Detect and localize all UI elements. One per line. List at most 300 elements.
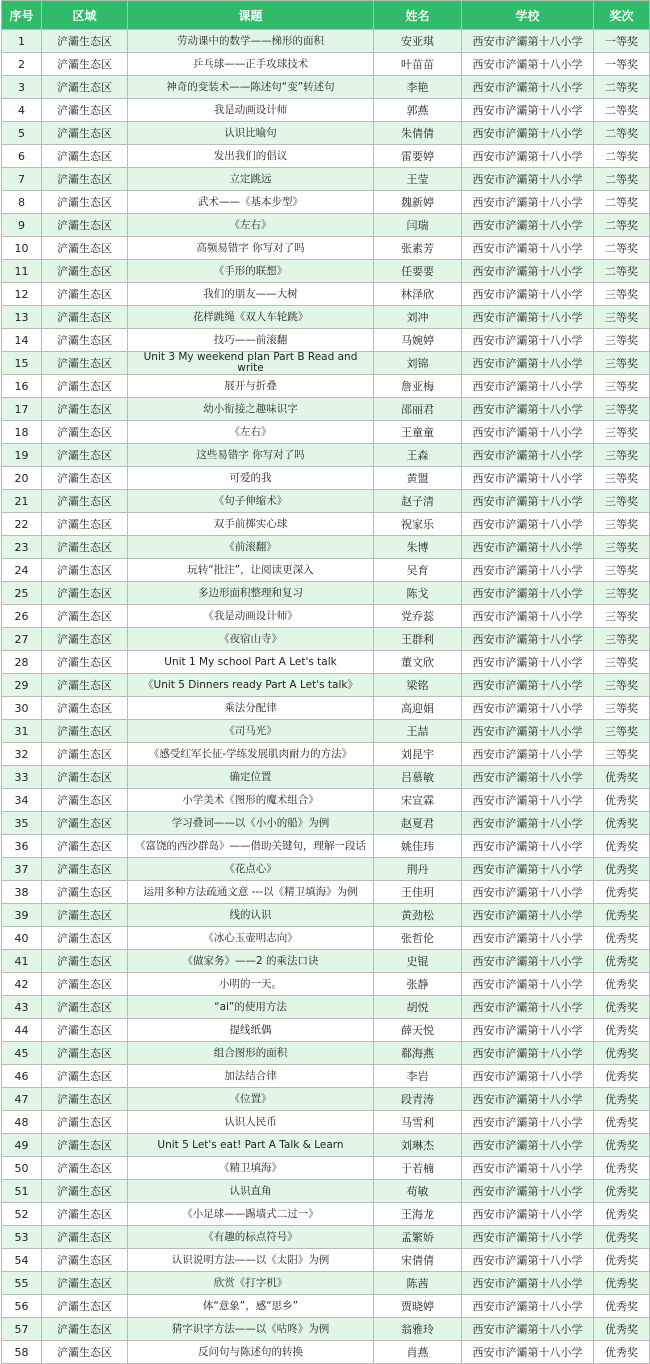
cell-topic: 武术——《基本步型》 — [128, 191, 374, 214]
cell-award: 三等奖 — [594, 536, 650, 559]
cell-school: 西安市浐灞第十八小学 — [462, 674, 594, 697]
table-row — [2, 697, 650, 720]
cell-school: 西安市浐灞第十八小学 — [462, 329, 594, 352]
cell-award: 优秀奖 — [594, 766, 650, 789]
table-row — [2, 743, 650, 766]
cell-topic: 加法结合律 — [128, 1065, 374, 1088]
cell-name: 吕慕敏 — [374, 766, 462, 789]
cell-topic: 《感受红军长征-学练发展肌肉耐力的方法》 — [128, 743, 374, 766]
cell-index: 20 — [2, 467, 42, 490]
cell-award: 优秀奖 — [594, 1180, 650, 1203]
cell-name: 朱博 — [374, 536, 462, 559]
cell-school: 西安市浐灞第十八小学 — [462, 996, 594, 1019]
cell-award: 三等奖 — [594, 628, 650, 651]
cell-name: 高迎娟 — [374, 697, 462, 720]
cell-name: 张素芳 — [374, 237, 462, 260]
cell-topic: 《夜宿山寺》 — [128, 628, 374, 651]
cell-name: 史锟 — [374, 950, 462, 973]
cell-school: 西安市浐灞第十八小学 — [462, 306, 594, 329]
cell-region: 浐灞生态区 — [42, 1249, 128, 1272]
cell-topic: 欣赏《打字机》 — [128, 1272, 374, 1295]
cell-index: 52 — [2, 1203, 42, 1226]
cell-award: 三等奖 — [594, 352, 650, 375]
cell-index: 56 — [2, 1295, 42, 1318]
table-row — [2, 835, 650, 858]
table-row — [2, 720, 650, 743]
cell-name: 李艳 — [374, 76, 462, 99]
cell-topic: 玩转“批注”，让阅读更深入 — [128, 559, 374, 582]
cell-name: 赵子清 — [374, 490, 462, 513]
table-row — [2, 1111, 650, 1134]
cell-award: 三等奖 — [594, 697, 650, 720]
cell-topic: 这些易错字 你写对了吗 — [128, 444, 374, 467]
cell-region: 浐灞生态区 — [42, 329, 128, 352]
cell-region: 浐灞生态区 — [42, 766, 128, 789]
cell-school: 西安市浐灞第十八小学 — [462, 973, 594, 996]
cell-award: 优秀奖 — [594, 950, 650, 973]
cell-index: 40 — [2, 927, 42, 950]
table-row — [2, 283, 650, 306]
table-row — [2, 1226, 650, 1249]
table-row — [2, 1042, 650, 1065]
cell-index: 14 — [2, 329, 42, 352]
cell-name: 刘昆宇 — [374, 743, 462, 766]
table-row — [2, 260, 650, 283]
table-body — [2, 30, 650, 1364]
cell-topic: 多边形面积整理和复习 — [128, 582, 374, 605]
cell-index: 16 — [2, 375, 42, 398]
cell-school: 西安市浐灞第十八小学 — [462, 950, 594, 973]
cell-region: 浐灞生态区 — [42, 30, 128, 53]
table-header — [2, 1, 650, 30]
cell-index: 38 — [2, 881, 42, 904]
cell-region: 浐灞生态区 — [42, 973, 128, 996]
cell-topic: 组合图形的面积 — [128, 1042, 374, 1065]
cell-region: 浐灞生态区 — [42, 1134, 128, 1157]
cell-region: 浐灞生态区 — [42, 53, 128, 76]
table-row — [2, 1065, 650, 1088]
header-topic: 课题 — [128, 1, 374, 30]
cell-award: 三等奖 — [594, 720, 650, 743]
cell-award: 一等奖 — [594, 30, 650, 53]
cell-award: 优秀奖 — [594, 1318, 650, 1341]
table-row — [2, 1203, 650, 1226]
cell-name: 梁铭 — [374, 674, 462, 697]
cell-region: 浐灞生态区 — [42, 835, 128, 858]
cell-name: 翁雅玲 — [374, 1318, 462, 1341]
cell-index: 43 — [2, 996, 42, 1019]
cell-name: 王群利 — [374, 628, 462, 651]
cell-topic: 小明的一天。 — [128, 973, 374, 996]
cell-index: 27 — [2, 628, 42, 651]
cell-index: 31 — [2, 720, 42, 743]
cell-region: 浐灞生态区 — [42, 214, 128, 237]
cell-name: 王喆 — [374, 720, 462, 743]
cell-index: 47 — [2, 1088, 42, 1111]
cell-name: 吴育 — [374, 559, 462, 582]
cell-topic: 劳动课中的数学——梯形的面积 — [128, 30, 374, 53]
table-row — [2, 513, 650, 536]
cell-school: 西安市浐灞第十八小学 — [462, 99, 594, 122]
cell-award: 二等奖 — [594, 99, 650, 122]
cell-name: 张哲伦 — [374, 927, 462, 950]
table-row — [2, 122, 650, 145]
cell-topic: 高频易错字 你写对了吗 — [128, 237, 374, 260]
table-row — [2, 1134, 650, 1157]
cell-name: 苟敏 — [374, 1180, 462, 1203]
cell-topic: 《句子伸缩术》 — [128, 490, 374, 513]
cell-index: 50 — [2, 1157, 42, 1180]
cell-name: 郭燕 — [374, 99, 462, 122]
cell-school: 西安市浐灞第十八小学 — [462, 1249, 594, 1272]
cell-school: 西安市浐灞第十八小学 — [462, 1203, 594, 1226]
cell-award: 优秀奖 — [594, 1065, 650, 1088]
cell-name: 姚佳玮 — [374, 835, 462, 858]
cell-region: 浐灞生态区 — [42, 674, 128, 697]
cell-index: 26 — [2, 605, 42, 628]
cell-name: 胡悦 — [374, 996, 462, 1019]
cell-name: 王森 — [374, 444, 462, 467]
cell-index: 53 — [2, 1226, 42, 1249]
cell-region: 浐灞生态区 — [42, 375, 128, 398]
cell-award: 优秀奖 — [594, 1295, 650, 1318]
cell-index: 21 — [2, 490, 42, 513]
cell-name: 王海龙 — [374, 1203, 462, 1226]
cell-name: 党乔蕊 — [374, 605, 462, 628]
cell-name: 朱倩倩 — [374, 122, 462, 145]
cell-school: 西安市浐灞第十八小学 — [462, 559, 594, 582]
cell-award: 优秀奖 — [594, 858, 650, 881]
cell-region: 浐灞生态区 — [42, 1203, 128, 1226]
table-row — [2, 559, 650, 582]
cell-region: 浐灞生态区 — [42, 812, 128, 835]
cell-name: 董文欣 — [374, 651, 462, 674]
cell-index: 8 — [2, 191, 42, 214]
cell-index: 48 — [2, 1111, 42, 1134]
cell-topic: 《司马光》 — [128, 720, 374, 743]
cell-index: 2 — [2, 53, 42, 76]
cell-award: 三等奖 — [594, 651, 650, 674]
cell-name: 段青涛 — [374, 1088, 462, 1111]
table-row — [2, 881, 650, 904]
cell-region: 浐灞生态区 — [42, 605, 128, 628]
cell-index: 13 — [2, 306, 42, 329]
cell-region: 浐灞生态区 — [42, 513, 128, 536]
cell-topic: 《冰心玉壶明志向》 — [128, 927, 374, 950]
cell-school: 西安市浐灞第十八小学 — [462, 1042, 594, 1065]
table-row — [2, 398, 650, 421]
cell-topic: 《左右》 — [128, 421, 374, 444]
cell-region: 浐灞生态区 — [42, 168, 128, 191]
cell-name: 郗海燕 — [374, 1042, 462, 1065]
cell-name: 林泽欣 — [374, 283, 462, 306]
cell-name: 宋倩倩 — [374, 1249, 462, 1272]
cell-school: 西安市浐灞第十八小学 — [462, 145, 594, 168]
table-row — [2, 490, 650, 513]
table-row — [2, 766, 650, 789]
cell-index: 30 — [2, 697, 42, 720]
cell-topic: 《手形的联想》 — [128, 260, 374, 283]
cell-topic: 展开与折叠 — [128, 375, 374, 398]
cell-region: 浐灞生态区 — [42, 536, 128, 559]
cell-name: 黄盟 — [374, 467, 462, 490]
cell-award: 三等奖 — [594, 467, 650, 490]
cell-school: 西安市浐灞第十八小学 — [462, 168, 594, 191]
cell-award: 优秀奖 — [594, 973, 650, 996]
cell-award: 优秀奖 — [594, 1249, 650, 1272]
cell-name: 黄劲松 — [374, 904, 462, 927]
cell-school: 西安市浐灞第十八小学 — [462, 421, 594, 444]
cell-school: 西安市浐灞第十八小学 — [462, 398, 594, 421]
cell-award: 三等奖 — [594, 582, 650, 605]
cell-school: 西安市浐灞第十八小学 — [462, 375, 594, 398]
cell-topic: 猜字识字方法——以《咕咚》为例 — [128, 1318, 374, 1341]
table-row — [2, 651, 650, 674]
cell-topic: “ai”的使用方法 — [128, 996, 374, 1019]
table-row — [2, 421, 650, 444]
cell-topic: 认识人民币 — [128, 1111, 374, 1134]
cell-school: 西安市浐灞第十八小学 — [462, 927, 594, 950]
cell-award: 三等奖 — [594, 398, 650, 421]
cell-school: 西安市浐灞第十八小学 — [462, 1019, 594, 1042]
cell-region: 浐灞生态区 — [42, 260, 128, 283]
cell-school: 西安市浐灞第十八小学 — [462, 1157, 594, 1180]
cell-school: 西安市浐灞第十八小学 — [462, 352, 594, 375]
cell-index: 19 — [2, 444, 42, 467]
cell-index: 5 — [2, 122, 42, 145]
cell-school: 西安市浐灞第十八小学 — [462, 582, 594, 605]
cell-award: 三等奖 — [594, 306, 650, 329]
cell-index: 17 — [2, 398, 42, 421]
cell-school: 西安市浐灞第十八小学 — [462, 237, 594, 260]
cell-name: 王童童 — [374, 421, 462, 444]
table-row — [2, 628, 650, 651]
table-row — [2, 444, 650, 467]
award-table — [1, 0, 650, 1364]
cell-award: 三等奖 — [594, 421, 650, 444]
cell-region: 浐灞生态区 — [42, 490, 128, 513]
cell-index: 24 — [2, 559, 42, 582]
cell-topic: 乒乓球——正手攻球技术 — [128, 53, 374, 76]
cell-name: 贾晓婷 — [374, 1295, 462, 1318]
cell-award: 三等奖 — [594, 283, 650, 306]
cell-award: 三等奖 — [594, 444, 650, 467]
cell-award: 三等奖 — [594, 329, 650, 352]
cell-topic: 神奇的变装术——陈述句“变”转述句 — [128, 76, 374, 99]
table-row — [2, 168, 650, 191]
cell-name: 魏新婷 — [374, 191, 462, 214]
cell-index: 4 — [2, 99, 42, 122]
cell-region: 浐灞生态区 — [42, 1019, 128, 1042]
cell-name: 陈茜 — [374, 1272, 462, 1295]
table-row — [2, 76, 650, 99]
cell-region: 浐灞生态区 — [42, 927, 128, 950]
table-row — [2, 927, 650, 950]
cell-school: 西安市浐灞第十八小学 — [462, 697, 594, 720]
header-name: 姓名 — [374, 1, 462, 30]
table-row — [2, 536, 650, 559]
cell-school: 西安市浐灞第十八小学 — [462, 513, 594, 536]
cell-index: 39 — [2, 904, 42, 927]
cell-award: 三等奖 — [594, 674, 650, 697]
table-row — [2, 53, 650, 76]
table-row — [2, 214, 650, 237]
cell-award: 优秀奖 — [594, 1203, 650, 1226]
header-school: 学校 — [462, 1, 594, 30]
cell-award: 三等奖 — [594, 375, 650, 398]
cell-school: 西安市浐灞第十八小学 — [462, 53, 594, 76]
cell-name: 薛天悦 — [374, 1019, 462, 1042]
cell-topic: 可爱的我 — [128, 467, 374, 490]
cell-topic: 我们的朋友——大树 — [128, 283, 374, 306]
cell-name: 孟繁娇 — [374, 1226, 462, 1249]
table-row — [2, 306, 650, 329]
cell-name: 邵丽君 — [374, 398, 462, 421]
cell-index: 10 — [2, 237, 42, 260]
table-row — [2, 30, 650, 53]
cell-name: 荆丹 — [374, 858, 462, 881]
cell-award: 优秀奖 — [594, 1134, 650, 1157]
cell-name: 张静 — [374, 973, 462, 996]
cell-school: 西安市浐灞第十八小学 — [462, 605, 594, 628]
cell-region: 浐灞生态区 — [42, 1088, 128, 1111]
cell-index: 22 — [2, 513, 42, 536]
cell-award: 二等奖 — [594, 168, 650, 191]
header-region: 区域 — [42, 1, 128, 30]
cell-region: 浐灞生态区 — [42, 1157, 128, 1180]
cell-school: 西安市浐灞第十八小学 — [462, 467, 594, 490]
cell-index: 37 — [2, 858, 42, 881]
cell-topic: 幼小衔接之趣味识字 — [128, 398, 374, 421]
table-row — [2, 1295, 650, 1318]
cell-topic: 确定位置 — [128, 766, 374, 789]
cell-region: 浐灞生态区 — [42, 858, 128, 881]
cell-index: 7 — [2, 168, 42, 191]
cell-region: 浐灞生态区 — [42, 582, 128, 605]
cell-award: 一等奖 — [594, 53, 650, 76]
cell-school: 西安市浐灞第十八小学 — [462, 720, 594, 743]
cell-school: 西安市浐灞第十八小学 — [462, 30, 594, 53]
cell-award: 三等奖 — [594, 490, 650, 513]
cell-award: 三等奖 — [594, 605, 650, 628]
cell-region: 浐灞生态区 — [42, 1226, 128, 1249]
cell-index: 33 — [2, 766, 42, 789]
cell-school: 西安市浐灞第十八小学 — [462, 1318, 594, 1341]
cell-topic: 技巧——前滚翻 — [128, 329, 374, 352]
cell-award: 二等奖 — [594, 214, 650, 237]
cell-index: 49 — [2, 1134, 42, 1157]
cell-region: 浐灞生态区 — [42, 467, 128, 490]
cell-topic: 《有趣的标点符号》 — [128, 1226, 374, 1249]
cell-region: 浐灞生态区 — [42, 950, 128, 973]
cell-topic: 学习叠词——以《小小的船》为例 — [128, 812, 374, 835]
cell-school: 西安市浐灞第十八小学 — [462, 1134, 594, 1157]
cell-region: 浐灞生态区 — [42, 306, 128, 329]
cell-topic: Unit 5 Let's eat! Part A Talk & Learn — [128, 1134, 374, 1157]
cell-name: 马婉婷 — [374, 329, 462, 352]
cell-award: 二等奖 — [594, 237, 650, 260]
cell-topic: 《前滚翻》 — [128, 536, 374, 559]
cell-region: 浐灞生态区 — [42, 881, 128, 904]
cell-index: 57 — [2, 1318, 42, 1341]
cell-topic: 运用多种方法疏通文意 ---以《精卫填海》为例 — [128, 881, 374, 904]
cell-school: 西安市浐灞第十八小学 — [462, 122, 594, 145]
cell-name: 刘冲 — [374, 306, 462, 329]
cell-award: 优秀奖 — [594, 1019, 650, 1042]
cell-school: 西安市浐灞第十八小学 — [462, 743, 594, 766]
cell-topic: 立定跳远 — [128, 168, 374, 191]
table-row — [2, 789, 650, 812]
cell-award: 二等奖 — [594, 191, 650, 214]
cell-region: 浐灞生态区 — [42, 352, 128, 375]
cell-topic: 《富饶的西沙群岛》——借助关键句，理解一段话 — [128, 835, 374, 858]
table-row — [2, 858, 650, 881]
cell-award: 优秀奖 — [594, 1111, 650, 1134]
cell-school: 西安市浐灞第十八小学 — [462, 858, 594, 881]
cell-school: 西安市浐灞第十八小学 — [462, 76, 594, 99]
cell-index: 9 — [2, 214, 42, 237]
cell-topic: 乘法分配律 — [128, 697, 374, 720]
cell-name: 王佳玥 — [374, 881, 462, 904]
cell-region: 浐灞生态区 — [42, 398, 128, 421]
cell-index: 3 — [2, 76, 42, 99]
table-row — [2, 1088, 650, 1111]
table-row — [2, 973, 650, 996]
cell-name: 马雪利 — [374, 1111, 462, 1134]
cell-award: 优秀奖 — [594, 1042, 650, 1065]
cell-topic: 提线纸偶 — [128, 1019, 374, 1042]
cell-name: 李岩 — [374, 1065, 462, 1088]
cell-topic: 花样跳绳《双人车轮跳》 — [128, 306, 374, 329]
table-row — [2, 1249, 650, 1272]
header-award: 奖次 — [594, 1, 650, 30]
cell-index: 6 — [2, 145, 42, 168]
cell-award: 优秀奖 — [594, 1088, 650, 1111]
cell-school: 西安市浐灞第十八小学 — [462, 904, 594, 927]
cell-school: 西安市浐灞第十八小学 — [462, 881, 594, 904]
table-row — [2, 1180, 650, 1203]
cell-index: 58 — [2, 1341, 42, 1364]
cell-school: 西安市浐灞第十八小学 — [462, 1111, 594, 1134]
cell-award: 优秀奖 — [594, 1272, 650, 1295]
cell-award: 优秀奖 — [594, 789, 650, 812]
cell-name: 雷要婷 — [374, 145, 462, 168]
cell-school: 西安市浐灞第十八小学 — [462, 260, 594, 283]
cell-topic: 体“意象”，感“思乡” — [128, 1295, 374, 1318]
cell-award: 三等奖 — [594, 559, 650, 582]
cell-region: 浐灞生态区 — [42, 76, 128, 99]
cell-index: 34 — [2, 789, 42, 812]
header-index: 序号 — [2, 1, 42, 30]
cell-region: 浐灞生态区 — [42, 996, 128, 1019]
cell-index: 35 — [2, 812, 42, 835]
cell-award: 优秀奖 — [594, 996, 650, 1019]
cell-region: 浐灞生态区 — [42, 122, 128, 145]
header-row — [2, 1, 650, 30]
cell-index: 44 — [2, 1019, 42, 1042]
cell-index: 23 — [2, 536, 42, 559]
table-row — [2, 674, 650, 697]
table-row — [2, 812, 650, 835]
cell-region: 浐灞生态区 — [42, 789, 128, 812]
cell-school: 西安市浐灞第十八小学 — [462, 766, 594, 789]
cell-name: 刘琳杰 — [374, 1134, 462, 1157]
cell-index: 54 — [2, 1249, 42, 1272]
cell-award: 优秀奖 — [594, 1226, 650, 1249]
cell-region: 浐灞生态区 — [42, 1111, 128, 1134]
cell-index: 32 — [2, 743, 42, 766]
cell-topic: 反问句与陈述句的转换 — [128, 1341, 374, 1364]
